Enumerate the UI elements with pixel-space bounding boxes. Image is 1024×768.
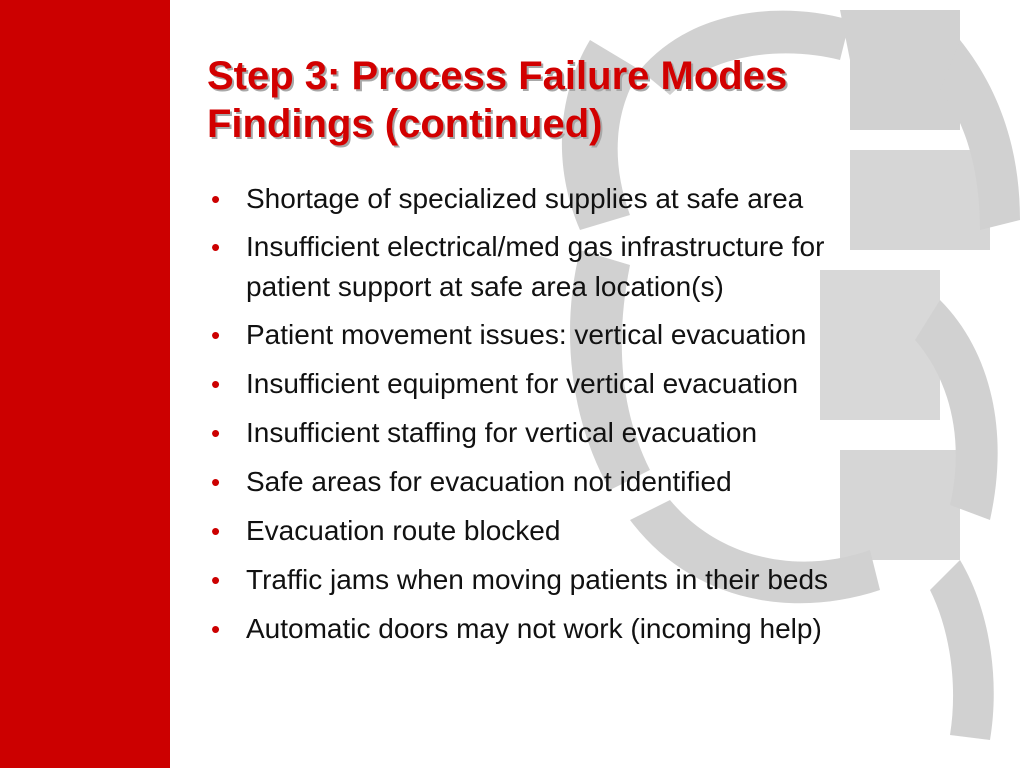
- bullet-item: [211, 461, 1001, 503]
- bullet-item: [211, 510, 1001, 552]
- slide-title-line-1: Step 3: Process Failure Modes: [207, 54, 788, 98]
- bullet-item: [211, 178, 1001, 220]
- bullet-text: Evacuation route blocked: [246, 515, 561, 546]
- findings-bullet-list: [211, 178, 1001, 657]
- bullet-item: [211, 559, 1001, 601]
- bullet-text: Patient movement issues: vertical evacuation: [246, 319, 807, 350]
- bullet-text: Insufficient electrical/med gas infrastructure for: [246, 231, 825, 262]
- bullet-dot-icon: •: [211, 369, 221, 399]
- bullet-text: Shortage of specialized supplies at safe area: [246, 183, 804, 214]
- bullet-text: Insufficient staffing for vertical evacuation: [246, 417, 758, 448]
- bullet-item: [211, 314, 1001, 356]
- bullet-dot-icon: •: [211, 516, 221, 546]
- bullet-item: [211, 412, 1001, 454]
- bullet-dot-icon: •: [211, 614, 221, 644]
- bullet-dot-icon: •: [211, 320, 221, 350]
- bullet-item: [211, 363, 1001, 405]
- bullet-item: [211, 227, 1001, 307]
- bullet-text-continued: patient support at safe area location(s): [246, 271, 724, 302]
- bullet-dot-icon: •: [211, 467, 221, 497]
- bullet-text: Insufficient equipment for vertical evacuation: [246, 368, 799, 399]
- bullet-text: Safe areas for evacuation not identified: [246, 466, 732, 497]
- bullet-dot-icon: •: [211, 565, 221, 595]
- bullet-dot-icon: •: [211, 232, 221, 262]
- red-side-bar: [0, 0, 170, 768]
- bullet-text: Automatic doors may not work (incoming help): [246, 613, 822, 644]
- slide-title: [207, 52, 987, 148]
- bullet-text: Traffic jams when moving patients in their beds: [246, 564, 829, 595]
- bullet-dot-icon: •: [211, 418, 221, 448]
- bullet-item: [211, 608, 1001, 650]
- bullet-dot-icon: •: [211, 184, 221, 214]
- slide-title-line-2: Findings (continued): [207, 102, 603, 146]
